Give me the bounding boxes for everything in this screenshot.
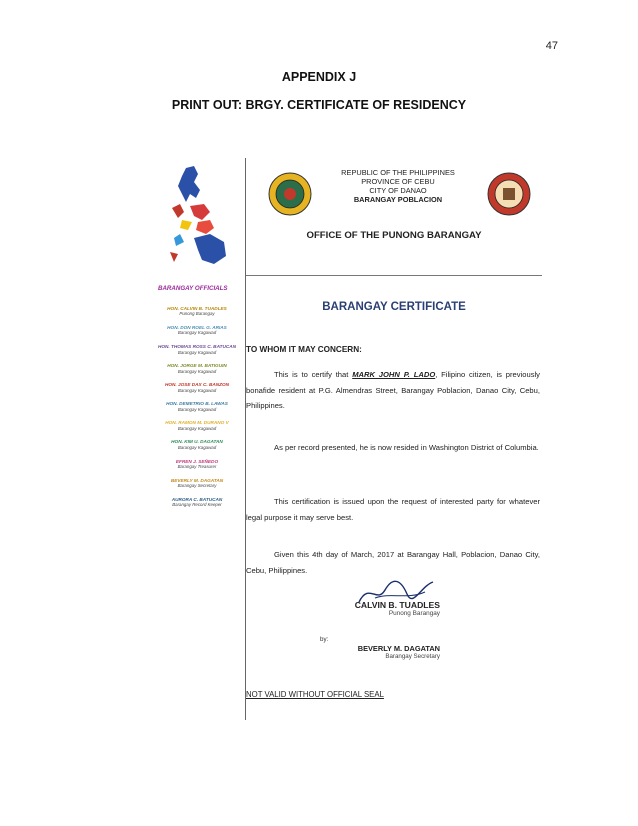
official-role: Barangay Kagawad: [177, 349, 217, 355]
barangay-seal-icon: [487, 172, 531, 216]
official-entry: [150, 382, 244, 392]
signatory2-role: Barangay Secretary: [385, 653, 440, 660]
official-name: HON. RAMON M. DURANO V: [165, 420, 229, 426]
letterhead: [246, 158, 542, 276]
official-role: Barangay Record Keeper: [172, 502, 222, 508]
official-role: Barangay Kagawad: [177, 425, 217, 431]
signatory2-name: BEVERLY M. DAGATAN: [357, 644, 440, 653]
official-entry: [150, 401, 244, 411]
certificate-title: BARANGAY CERTIFICATE: [322, 301, 466, 313]
official-entry: [150, 306, 244, 316]
official-role: Punong Barangay: [179, 311, 215, 317]
resident-name: MARK JOHN P. LADO: [352, 370, 436, 379]
office-title: OFFICE OF THE PUNONG BARANGAY: [306, 230, 482, 241]
paragraph-certify-intro: This is to certify that: [274, 370, 353, 379]
city-line: CITY OF DANAO: [369, 186, 427, 195]
page-title: PRINT OUT: BRGY. CERTIFICATE OF RESIDENCY: [171, 98, 467, 112]
official-name: HON. CALVIN B. TUADLES: [167, 306, 227, 311]
official-entry: [150, 325, 244, 335]
paragraph-purpose: This certification is issued upon the request of interested party for whatever legal purpose it may serve best.: [246, 497, 540, 522]
official-name: HON. THOMAS ROSS C. BATUCAN: [157, 344, 237, 350]
by-label: by:: [320, 636, 329, 643]
official-name: AURORA C. BATUCAN: [171, 496, 223, 502]
paragraph-certify-rest: , Filipino citizen, is previously bonafide resident at P.G. Almendras Street, Barangay Poblacion, Danao City, Cebu, Philippines.: [246, 370, 540, 410]
officials-sidebar: [150, 158, 244, 720]
signatory-punong-barangay: [335, 600, 440, 617]
philippines-map-icon: [164, 164, 234, 269]
letterhead-text: [318, 168, 478, 204]
signatory1-role: Punong Barangay: [388, 610, 440, 617]
official-name: HON. KIM U. DAGATAN: [171, 439, 223, 445]
official-entry: [150, 420, 244, 430]
republic-line: REPUBLIC OF THE PHILIPPINES: [341, 168, 455, 177]
officials-list: [150, 306, 244, 516]
official-name: HON. DON ROEL G. ARIAS: [167, 325, 227, 331]
official-role: Barangay Kagawad: [177, 406, 217, 412]
official-role: Barangay Kagawad: [177, 330, 217, 336]
header-divider: [246, 275, 542, 276]
official-entry: [150, 363, 244, 373]
official-role: Barangay Treasurer: [177, 463, 217, 469]
page-number: 47: [545, 40, 558, 52]
official-role: Barangay Kagawad: [177, 368, 217, 374]
certificate-image: [150, 158, 542, 720]
official-name: BEVERLY M. DAGATAN: [170, 477, 224, 483]
official-name: HON. JOSE DAX C. BANZON: [164, 382, 230, 388]
official-name: HON. DEMETRIO B. LAWAS: [166, 401, 228, 407]
official-name: HON. JORGE M. BATIGUIN: [167, 363, 227, 369]
paragraph-record: As per record presented, he is now resided in Washington District of Columbia.: [274, 443, 539, 452]
officials-title: BARANGAY OFFICIALS: [158, 285, 228, 292]
signatory1-name: CALVIN B. TUADLES: [354, 600, 440, 610]
official-entry: [150, 439, 244, 449]
official-role: Barangay Secretary: [177, 482, 217, 488]
validity-note: NOT VALID WITHOUT OFFICIAL SEAL: [246, 690, 384, 699]
province-line: PROVINCE OF CEBU: [361, 177, 435, 186]
appendix-heading: APPENDIX J: [281, 70, 357, 84]
official-entry: [150, 478, 244, 488]
official-role: Barangay Kagawad: [177, 387, 217, 393]
official-role: Barangay Kagawad: [177, 444, 217, 450]
official-entry: [150, 344, 244, 354]
official-name: EFREN J. SEÑEDO: [175, 458, 219, 464]
paragraph-given: Given this 4th day of March, 2017 at Barangay Hall, Poblacion, Danao City, Cebu, Philippines.: [246, 550, 540, 575]
barangay-line: BARANGAY POBLACION: [353, 195, 443, 204]
salutation: TO WHOM IT MAY CONCERN:: [246, 345, 362, 354]
city-seal-icon: [268, 172, 312, 216]
paragraph-certify: [246, 367, 540, 414]
official-entry: [150, 459, 244, 469]
signatory-secretary: [335, 644, 440, 660]
official-entry: [150, 497, 244, 507]
